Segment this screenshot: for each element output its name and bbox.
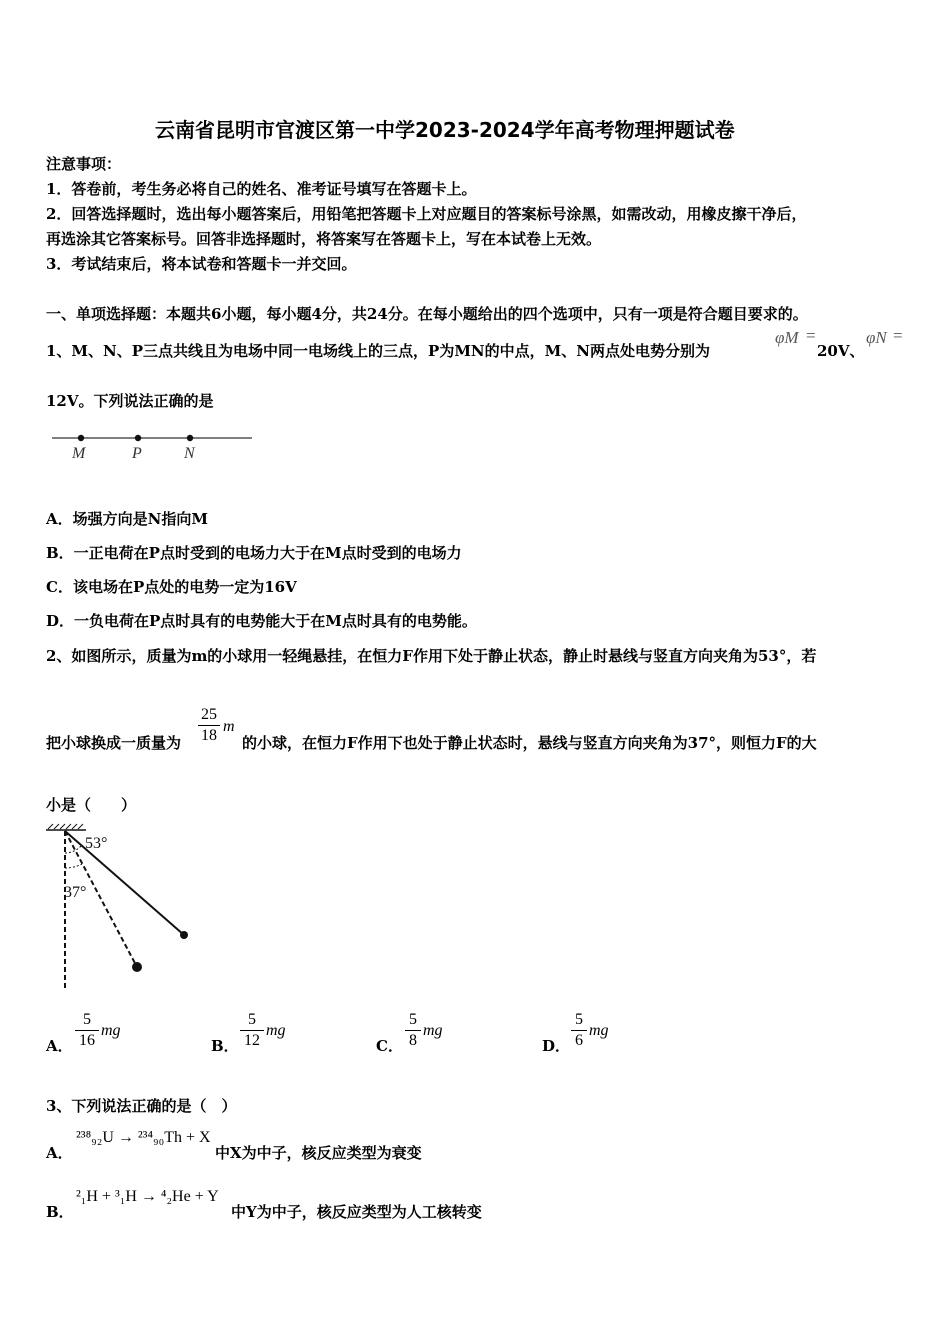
label-n: N [184,445,195,462]
q3-option-b-text: 中Y为中子，核反应类型为人工核转变 [231,1203,482,1221]
angle-label-37: 37° [64,884,87,901]
point-p [135,435,141,441]
equals-sign: = [806,326,816,345]
q2-stem-cont: 把小球换成一质量为 [46,734,182,752]
q1-option-b: B．一正电荷在P点时受到的电场力大于在M点时受到的电场力 [46,544,462,562]
q1-option-a: A．场强方向是N指向M [46,510,208,528]
page-title: 云南省昆明市官渡区第一中学2023-2024学年高考物理押题试卷 [155,118,735,142]
q2-option-b-label: B． [211,1037,239,1055]
q2-stem: 2、如图所示，质量为m的小球用一轻绳悬挂，在恒力F作用下处于静止状态，静止时悬线与竖直方向夹角为53°，若 [46,647,817,665]
label-p: P [132,445,142,462]
angle-label-53: 53° [85,835,108,852]
q3-option-a-label: A． [46,1144,73,1162]
notice-item: 再选涂其它答案标号。回答非选择题时，将答案写在答题卡上，写在本试卷上无效。 [46,230,602,248]
ball-37 [132,962,142,972]
q2-option-c-label: C． [376,1037,403,1055]
q1-option-c: C．该电场在P点处的电势一定为16V [46,578,297,596]
q2-option-c-unit: mg [423,1022,443,1039]
mpn-line-figure [48,428,258,468]
q2-option-d-unit: mg [589,1022,609,1039]
notice-item: 2．回答选择题时，选出每小题答案后，用铅笔把答题卡上对应题目的答案标号涂黑，如需改动，用橡皮擦干净后， [46,205,807,223]
pendulum-figure [40,822,210,997]
phi-m-symbol: φM [775,328,799,347]
notice-heading: 注意事项： [46,155,122,173]
notice-item: 3．考试结束后，将本试卷和答题卡一并交回。 [46,255,357,273]
angle-arc-37 [65,864,82,868]
q2-option-b-unit: mg [266,1022,286,1039]
q2-option-d-label: D． [542,1037,571,1055]
equals-sign: = [893,326,903,345]
phi-m-value: 20V、 [817,342,865,360]
fraction-numerator: 25 [201,706,217,723]
q3-option-b-label: B． [46,1203,74,1221]
label-m: M [72,445,86,462]
string-53 [65,831,184,935]
q1-stem-cont: 12V。下列说法正确的是 [46,392,214,410]
q3-option-a-text: 中X为中子，核反应类型为衰变 [215,1144,422,1162]
q2-option-d-fraction: 5 6 [571,1011,587,1050]
q3-option-b-equation: ²₁H + ³₁H → ⁴₂He + Y [76,1188,219,1205]
q2-option-a-label: A． [46,1037,73,1055]
mass-fraction [198,706,220,745]
q1-stem: 1、M、N、P三点共线且为电场中同一电场线上的三点，P为MN的中点，M、N两点处电势分别为 [46,342,710,360]
mass-variable: m [223,718,235,735]
q2-stem-end: 小是（ ） [46,796,137,814]
q2-option-a-fraction: 5 16 [75,1011,99,1050]
q3-stem: 3、下列说法正确的是（ ） [46,1097,237,1115]
q2-option-c-fraction: 5 8 [405,1011,421,1050]
point-m [78,435,84,441]
phi-n-symbol: φN [866,328,887,347]
fraction-denominator: 18 [201,727,217,744]
section-heading: 一、单项选择题：本题共6小题，每小题4分，共24分。在每小题给出的四个选项中，只有一项是符合题目要求的。 [46,305,808,323]
q1-option-d: D．一负电荷在P点时具有的电势能大于在M点时具有的电势能。 [46,612,477,630]
ball-53 [180,931,188,939]
q2-stem-cont2: 的小球，在恒力F作用下也处于静止状态时，悬线与竖直方向夹角为37°，则恒力F的大 [242,734,817,752]
q2-option-b-fraction: 5 12 [240,1011,264,1050]
q2-option-a-unit: mg [101,1022,121,1039]
point-n [187,435,193,441]
notice-item: 1．答卷前，考生务必将自己的姓名、准考证号填写在答题卡上。 [46,180,477,198]
q3-option-a-equation: ²³⁸₉₂U → ²³⁴₉₀Th + X [76,1129,211,1146]
